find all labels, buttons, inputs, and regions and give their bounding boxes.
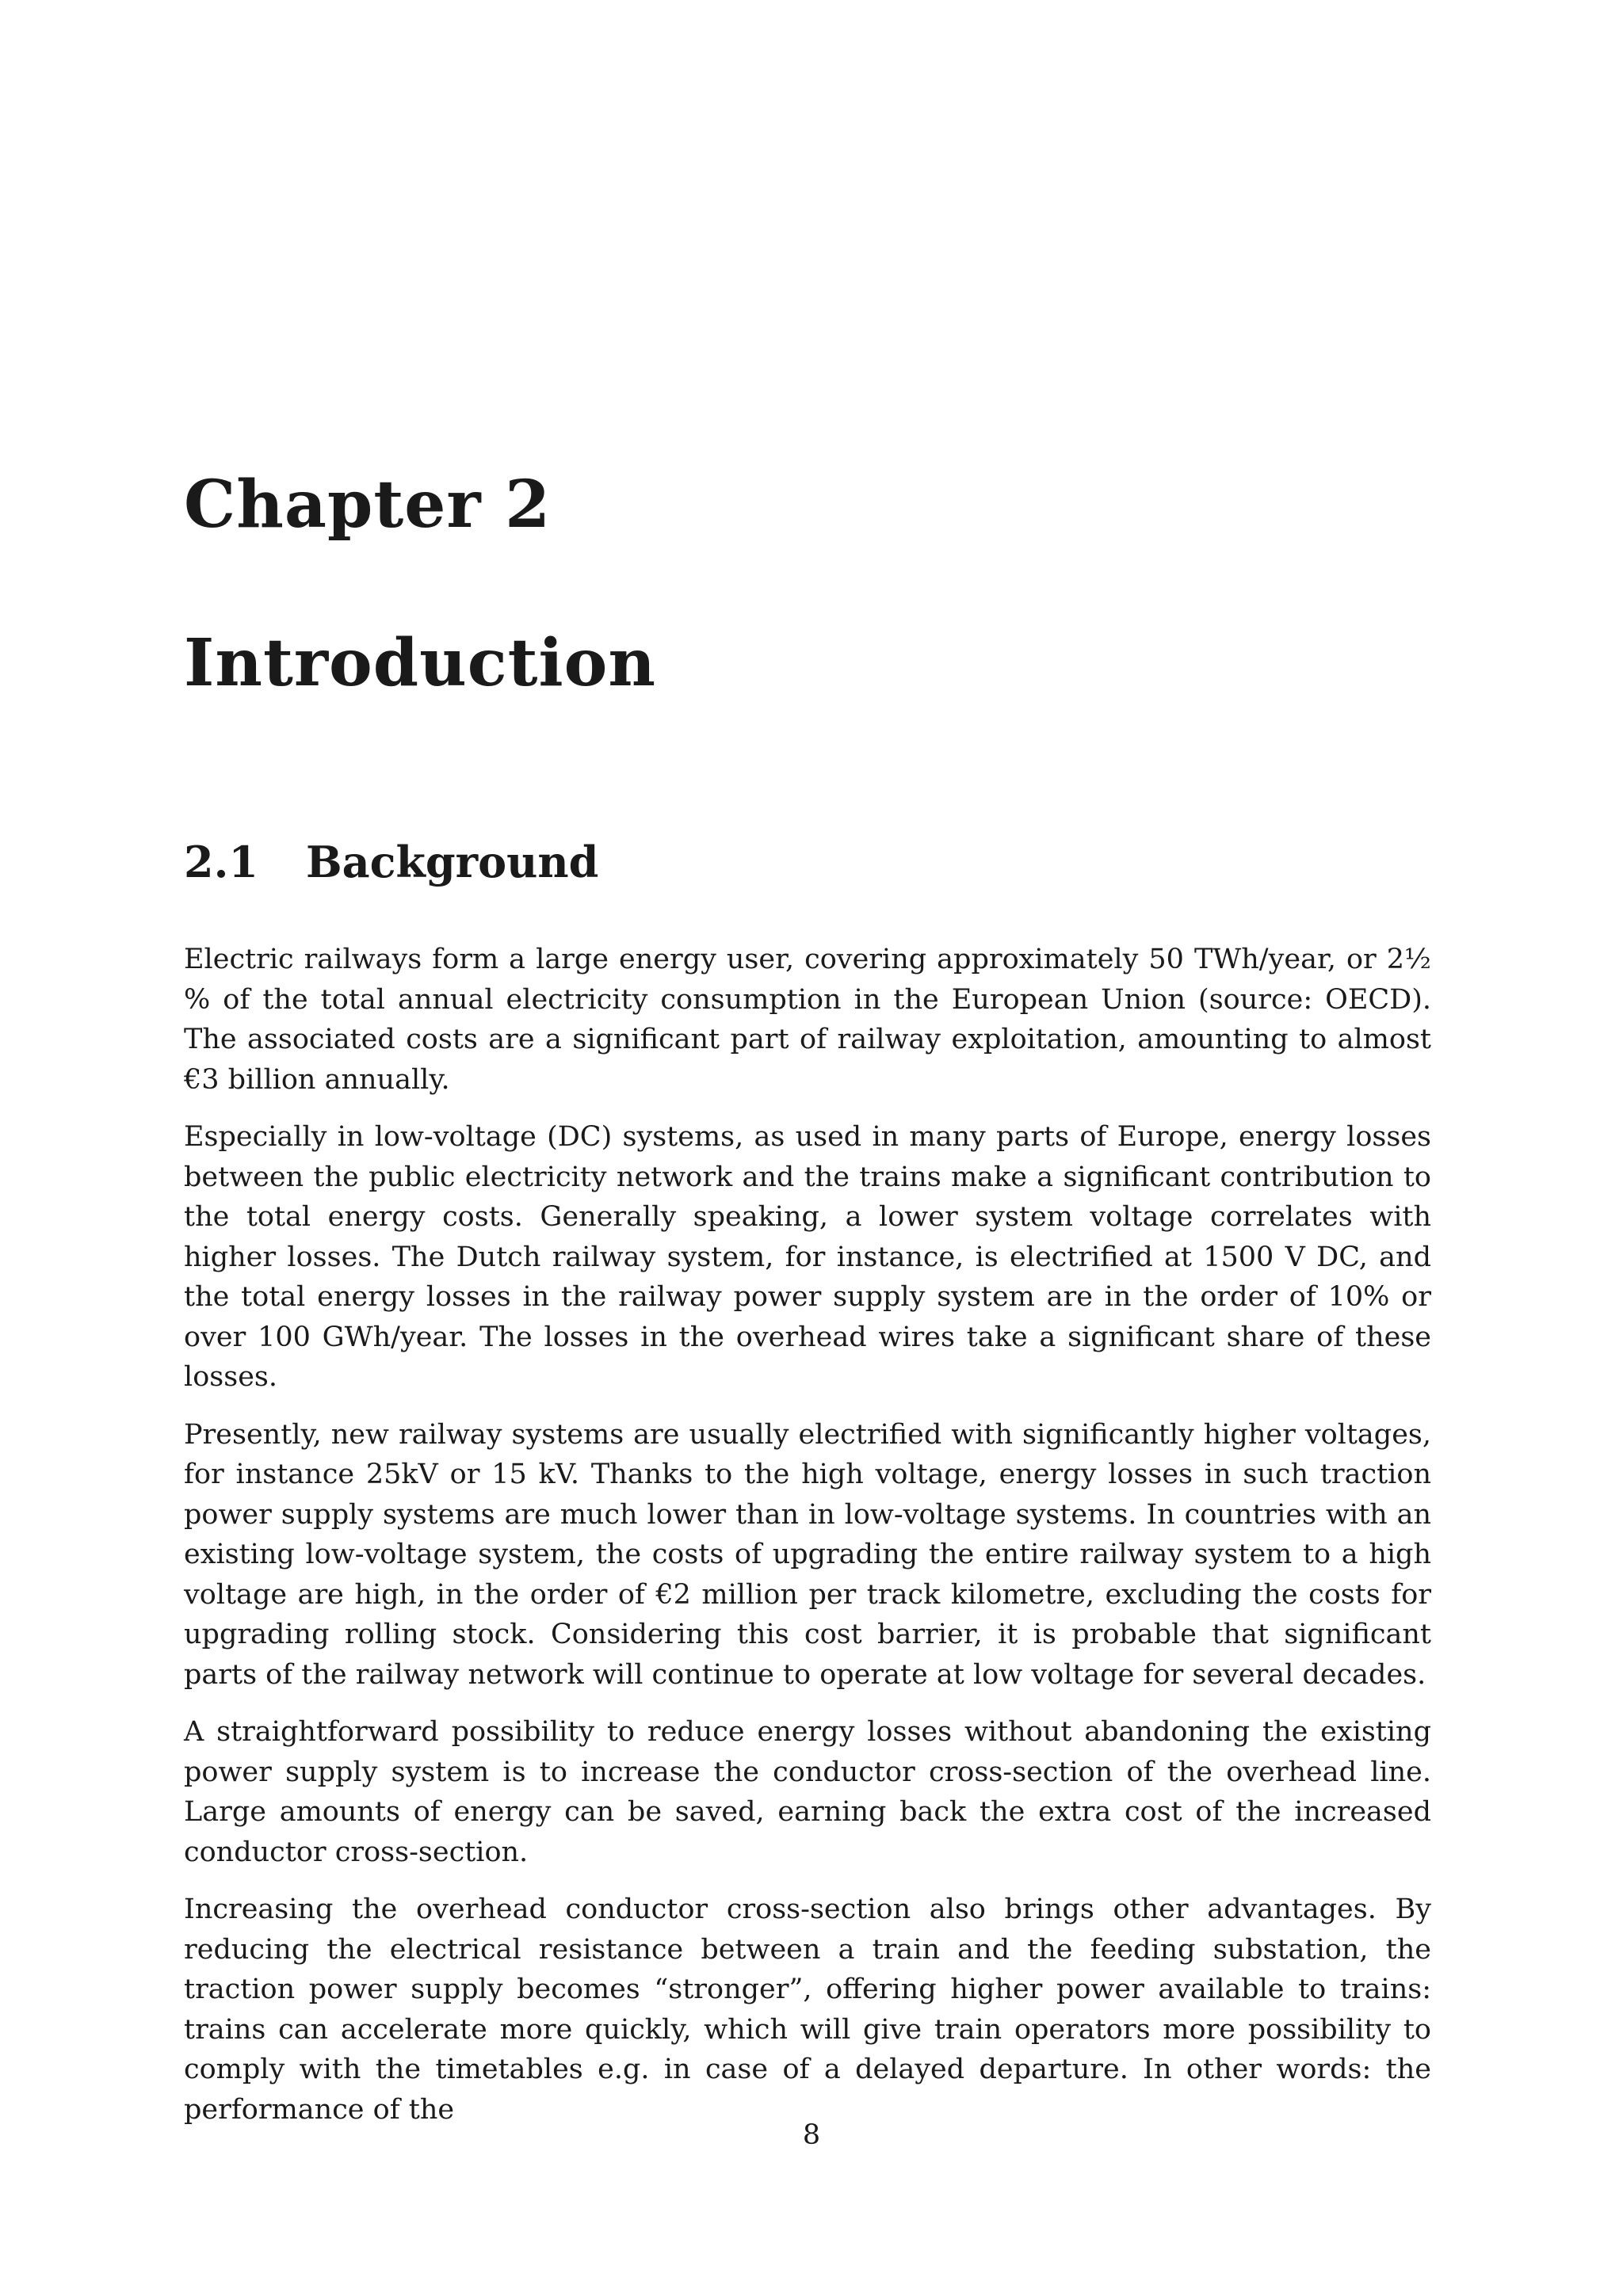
section-title: Background <box>306 837 599 887</box>
paragraph-4: A straightforward possibility to reduce energy losses without abandoning the existing power supply system is to increase the conductor cross-section of the overhead line. Large amounts of energy can be saved, earning back the extra cost of the increased conductor cross-section. <box>184 1716 1431 1868</box>
body-text <box>184 940 1431 2147</box>
chapter-label: Chapter 2 <box>184 467 552 543</box>
section-number: 2.1 <box>184 837 258 887</box>
paragraph-3: Presently, new railway systems are usually electrified with significantly higher voltages, for instance 25kV or 15 kV. Thanks to the high voltage, energy losses in such traction power supply systems are much lower than in low-voltage systems. In countries with an existing low-voltage system, the costs of upgrading the entire railway system to a high voltage are high, in the order of €2 million per track kilometre, excluding the costs for upgrading rolling stock. Considering this cost barrier, it is probable that significant parts of the railway network will continue to operate at low voltage for several decades. <box>184 1418 1431 1691</box>
page-number: 8 <box>802 2119 821 2151</box>
section-heading <box>184 837 599 887</box>
paragraph-5: Increasing the overhead conductor cross-section also brings other advantages. By reducing the electrical resistance between a train and the feeding substation, the traction power supply becomes “stronger”, offering higher power available to trains: trains can accelerate more quickly, which will give train operators more possibility to comply with the timetables e.g. in case of a delayed departure. In other words: the performance of the <box>184 1894 1431 2126</box>
paragraph-1: Electric railways form a large energy user, covering approximately 50 TWh/year, or 2½ % of the total annual electricity consumption in the European Union (source: OECD). The associated costs are a significant part of railway exploitation, amounting to almost €3 billion annually. <box>184 944 1431 1096</box>
paragraph-2: Especially in low-voltage (DC) systems, as used in many parts of Europe, energy losses between the public electricity network and the trains make a significant contribution to the total energy costs. Generally speaking, a lower system voltage correlates with higher losses. The Dutch railway system, for instance, is electrified at 1500 V DC, and the total energy losses in the railway power supply system are in the order of 10% or over 100 GWh/year. The losses in the overhead wires take a significant share of these losses. <box>184 1121 1431 1393</box>
chapter-title: Introduction <box>184 625 656 701</box>
